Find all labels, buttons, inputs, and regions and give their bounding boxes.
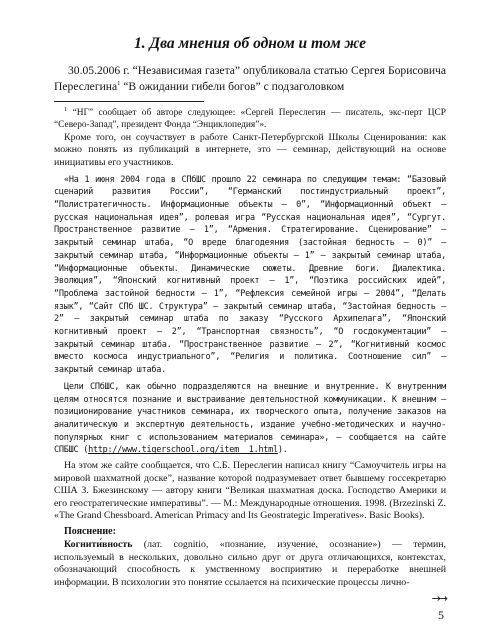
footnote-ref: 1 bbox=[117, 79, 121, 87]
note-paragraph bbox=[54, 539, 446, 589]
note-text: (лат. cognitio, «познание, изучение, осознание») — термин, используемый в нескольких, довольно сильно друг от друга отличающихся, контекстах, обозначающий способность к умственному восприятию и переработке внешней информации. В психологии это понятие ссылается на психические процессы лично- bbox=[54, 539, 446, 588]
quote-2-text: Цели СПбШС, как обычно подразделяются на внешние и внутренние. К внутренним целям относятся познание и выстраивание деятельностной коммуникации. К внешним — позиционирование участников семинара, их творческого опыта, получение заказов на аналитическую и экспертную деятельность, издание учебно-методических и научно-популярных книг с использованием материалов семинара», — сообщается на сайте СПБШС ( bbox=[54, 381, 446, 456]
continue-arrows-icon: →→ bbox=[431, 592, 446, 605]
footnote-divider bbox=[54, 101, 204, 102]
lead-text: 30.05.2006 г. “Независимая газета” опубликовала статью Сергея Борисовича Переслегина bbox=[54, 64, 446, 93]
lead-paragraph bbox=[54, 63, 446, 94]
footnote-marker: 1 bbox=[64, 105, 68, 113]
body-paragraph-1: Кроме того, он соучаствует в работе Санкт-Петербургской Школы Сценирования: как можно понять из публикаций в интернете, это — семинар, действующий на основе инициативы его участников. bbox=[54, 131, 446, 168]
body-paragraph-2: На этом же сайте сообщается, что С.Б. Переслегин написал книгу “Самоучитель игры на мировой шахматной доске”, название которой подразумевает ответ бывшему госсекретарю США З. Бжезинскому — автору книги “Великая шахматная доска. Господство Америки и его геостратегические императивы”. — М.: Международные отношения. 1998. (Brzezinski Z. «The Grand Chessboard. American Primacy and Its Geostrategic Imperatives». Basic Books). bbox=[54, 460, 446, 522]
document-page bbox=[54, 34, 446, 589]
quote-paragraph-2 bbox=[54, 381, 446, 457]
note-term: Когнити́вность bbox=[64, 539, 133, 551]
page-number: 5 bbox=[438, 608, 444, 622]
quote-2-tail: ). bbox=[277, 445, 288, 456]
note-heading: Пояснение: bbox=[64, 526, 116, 538]
quote-paragraph-1: «На 1 июня 2004 года в СПбШС прошло 22 семинара по следующим темам: “Базовый сценарий развития России”, “Германский постиндустриальный проект”, “Полистратегичность. Информационные объекты — 0”, “Информационный объект — русская национальная идея”, ролевая игра “Русская национальная идея”, “Сургут. Пространственное развитие — 1”, “Армения. Стратегирование. Сценирование” — закрытый семинар штаба, “О вреде благодеяния (застойная бедность — 0)” — закрытый семинар штаба, “Информационные объекты — 1” — закрытый семинар штаба, “Информационные объекты. Динамические сюжеты. Древние боги. Диалектика. Эволюция”, “Японский когнитивный проект — 1”, “Поэтика российских идей”, “Проблема застойной бедности — 1”, “Рефлексия семейной игры — 2004”, “Делать язык”, “Сайт СПб ШС. Структура” — закрытый семинар штаба, “Застойная бедность — 2” — закрытый семинар штаба по заказу “Русского Архипелага”, “Японский когнитивный проект — 2”, “Транспортная связность”, “О госдокументации” — закрытый семинар штаба. “Пространственное развитие — 2”, “Когнитивный космос вместо космоса индустриального”, “Религия и политика. Соотношение сил” — закрытый семинар штаба. bbox=[54, 174, 446, 376]
lead-text-2: “В ожидании гибели богов” с подзаголовком bbox=[120, 79, 345, 93]
site-link[interactable]: http://www.tigerschool.org/item__1.html bbox=[88, 445, 278, 456]
footnote bbox=[54, 107, 446, 132]
footnote-text: “НГ” сообщает об авторе следующее: «Сергей Переслегин — писатель, экс-перт ЦСР “Северо-Запад”, президент Фонда “Энциклопедия”». bbox=[54, 108, 446, 131]
section-title: 1. Два мнения об одном и том же bbox=[133, 35, 366, 52]
